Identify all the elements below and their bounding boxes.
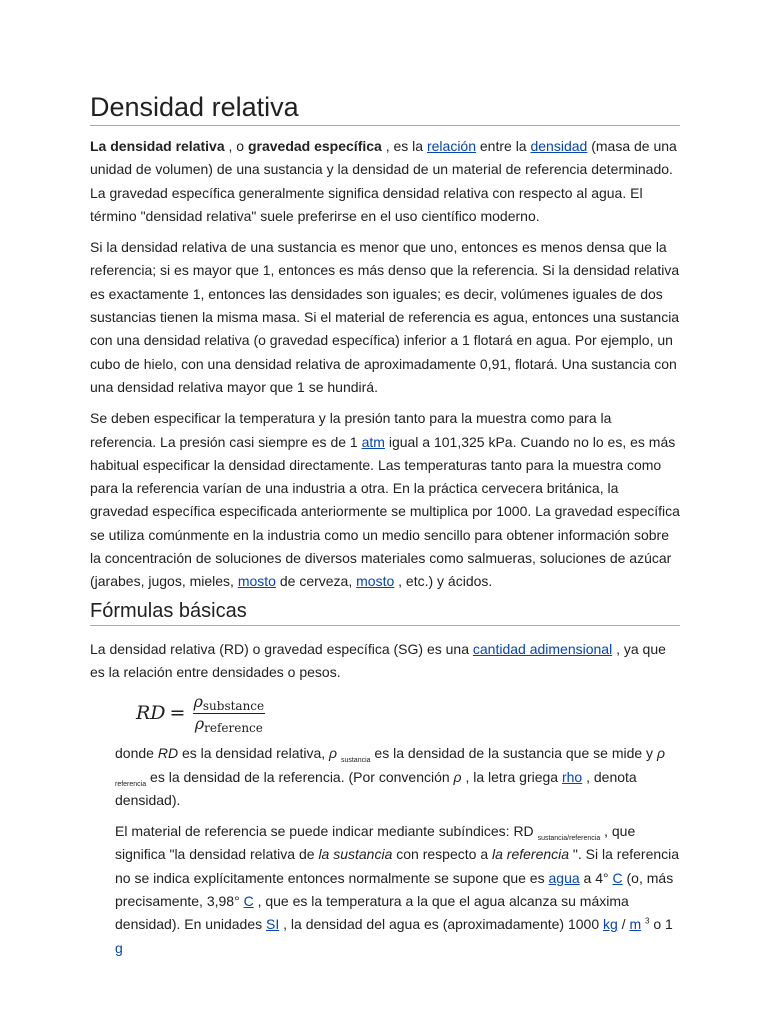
text: El material de referencia se puede indicar mediante subíndices: RD xyxy=(115,823,538,840)
article-content xyxy=(90,90,680,960)
text: , denota densidad). xyxy=(115,768,637,808)
link-relacion[interactable]: relación xyxy=(426,138,476,154)
intro-paragraph xyxy=(90,135,680,228)
bold-term: gravedad específica xyxy=(247,138,382,154)
text: , la letra griega xyxy=(461,768,562,785)
subscript: sustancia xyxy=(340,757,371,765)
text: o 1 xyxy=(649,916,673,933)
text: igual a 101,325 kPa. Cuando no lo es, es más habitual especificar la densidad directamente. Las temperaturas tanto para la muestra como para la referencia varían de una industria a otra. En la práctica cervecera británica, la gravedad específica especificada anteriormente se multiplica por 1000. La gravedad específica se utiliza comúnmente en la industria como un medio sencillo para obtener información sobre la concentración de soluciones de diversos materiales como salmueras, soluciones de azúcar (jarabes, jugos, mieles, xyxy=(90,433,680,590)
link-densidad[interactable]: densidad xyxy=(530,138,588,154)
link-mosto[interactable]: mosto xyxy=(237,573,276,590)
link-atm[interactable]: atm xyxy=(361,433,385,450)
text: con respecto a xyxy=(392,846,492,863)
denominator-subscript: reference xyxy=(204,720,263,735)
text: , o xyxy=(224,138,248,154)
text: es la densidad de la referencia. (Por convención xyxy=(146,768,454,785)
paragraph xyxy=(90,407,680,593)
rho-symbol: ρ xyxy=(453,768,462,785)
text: , la densidad del agua es (aproximadamente) 1000 xyxy=(279,916,603,933)
link-rho[interactable]: rho xyxy=(561,768,583,785)
text: Se deben especificar la temperatura y la presión tanto para la muestra como para la referencia. La presión casi siempre es de 1 xyxy=(90,410,612,450)
text: , que es la temperatura a la que el agua alcanza su máxima densidad). En unidades xyxy=(115,893,629,933)
formula-denominator xyxy=(193,713,265,735)
page-title: Densidad relativa xyxy=(90,90,680,126)
link-si[interactable]: SI xyxy=(266,916,280,933)
formula-equals: = xyxy=(169,702,186,725)
text: , es la xyxy=(381,138,427,154)
paragraph xyxy=(90,638,680,685)
text: entre la xyxy=(476,138,531,154)
superscript: 3 xyxy=(645,916,650,926)
text: donde xyxy=(115,745,158,762)
paragraph xyxy=(115,820,680,960)
formula-numerator xyxy=(191,692,266,713)
italic-text: la referencia xyxy=(492,846,570,863)
text: , ya que es la relación entre densidades o pesos. xyxy=(90,640,666,680)
section-heading: Fórmulas básicas xyxy=(90,598,680,626)
formula xyxy=(136,690,680,736)
text: es la densidad de la sustancia que se mide y xyxy=(370,745,657,762)
formula-lhs: RD xyxy=(136,702,166,725)
rd-symbol: RD xyxy=(157,745,179,762)
link-gramo[interactable]: g xyxy=(115,939,123,956)
text: , que significa "la densidad relativa de xyxy=(115,823,636,863)
rho-symbol: ρ xyxy=(193,691,203,711)
paragraph: Si la densidad relativa de una sustancia es menor que uno, entonces es menos densa que la referencia; si es mayor que 1, entonces es más denso que la referencia. Si la densidad relativa es exactamente 1, entonces las densidades son iguales; es decir, volúmenes iguales de dos sustancias tienen la misma masa. Si el material de referencia es agua, entonces una sustancia con una densidad relativa (o gravedad específica) inferior a 1 flotará en agua. Por ejemplo, un cubo de hielo, con una densidad relativa de aproximadamente 0,91, flotará. Una sustancia con una densidad relativa mayor que 1 se hundirá. xyxy=(90,239,680,395)
rho-symbol: ρ xyxy=(656,745,665,762)
link-agua[interactable]: agua xyxy=(548,869,580,886)
text: La densidad relativa (RD) o gravedad específica (SG) es una xyxy=(90,640,473,657)
link-celsius[interactable]: C xyxy=(612,869,623,886)
link-celsius[interactable]: C xyxy=(243,893,254,910)
numerator-subscript: substance xyxy=(202,698,265,713)
text: es la densidad relativa, xyxy=(178,745,330,762)
text: a 4° xyxy=(579,869,613,886)
italic-text: la sustancia xyxy=(318,846,393,863)
text: (masa de una unidad de volumen) de una sustancia y la densidad de un material de referencia determinado. La gravedad específica generalmente significa densidad relativa con respecto al agua. El término "densidad relativa" suele preferirse en el uso científico moderno. xyxy=(90,138,677,224)
link-kg[interactable]: kg xyxy=(603,916,618,933)
rho-symbol: ρ xyxy=(194,713,205,733)
formula-fraction xyxy=(191,692,266,735)
text: / xyxy=(617,916,630,933)
subscript: sustancia/referencia xyxy=(537,834,601,842)
rho-symbol: ρ xyxy=(329,745,338,762)
text: (o, más precisamente, 3,98° xyxy=(115,869,674,910)
subscript: referencia xyxy=(115,780,147,788)
paragraph xyxy=(115,742,680,812)
text: de cerveza, xyxy=(275,573,357,590)
text: , etc.) y ácidos. xyxy=(394,573,493,590)
link-cantidad-adimensional[interactable]: cantidad adimensional xyxy=(472,640,613,657)
text: ". Si la referencia no se indica explícitamente entonces normalmente se supone que es xyxy=(115,846,680,886)
bold-term: La densidad relativa xyxy=(90,138,225,154)
link-mosto[interactable]: mosto xyxy=(356,573,395,590)
link-metro[interactable]: m xyxy=(629,916,642,933)
